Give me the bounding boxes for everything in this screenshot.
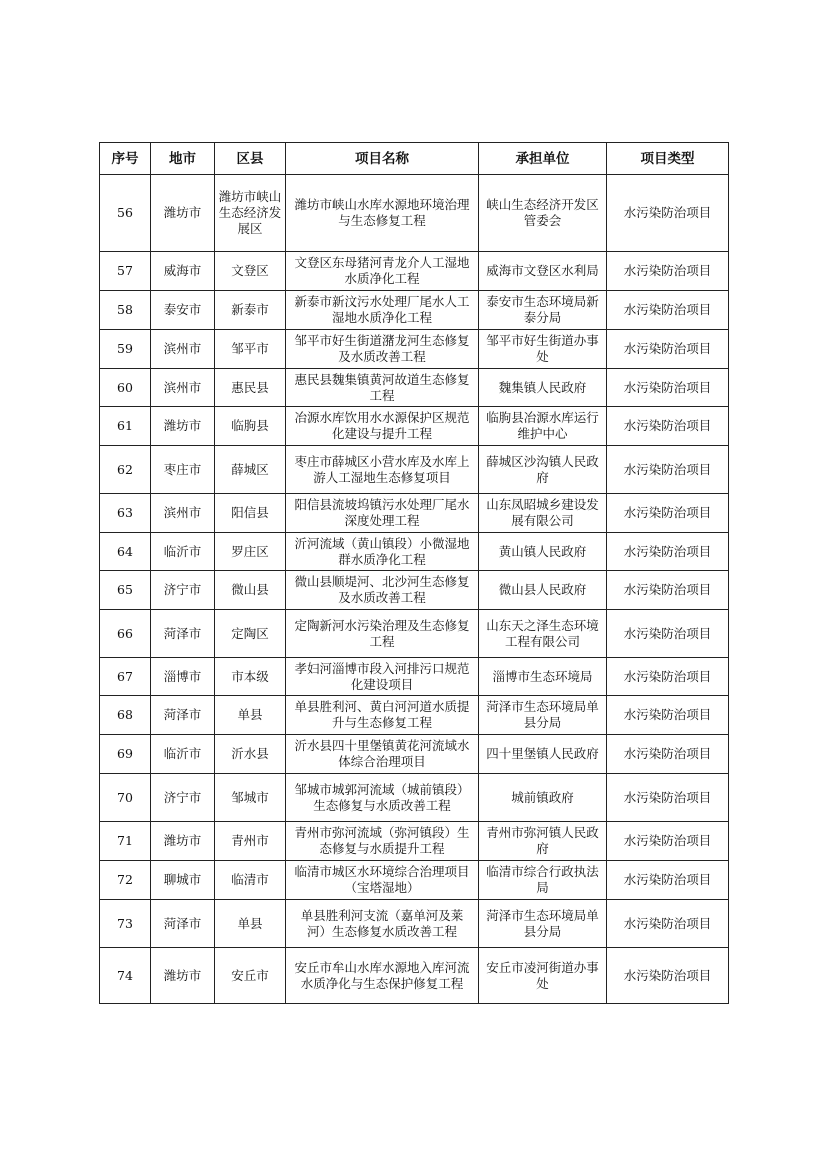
row-unit: 临朐县冶源水库运行维护中心 bbox=[479, 407, 607, 446]
row-unit: 薛城区沙沟镇人民政府 bbox=[479, 446, 607, 494]
table-row bbox=[100, 533, 729, 571]
table-row bbox=[100, 774, 729, 822]
row-type: 水污染防治项目 bbox=[607, 291, 729, 330]
row-district: 罗庄区 bbox=[215, 533, 286, 571]
row-type: 水污染防治项目 bbox=[607, 446, 729, 494]
row-project-name: 定陶新河水污染治理及生态修复工程 bbox=[286, 610, 479, 658]
row-project-name: 阳信县流坡坞镇污水处理厂尾水深度处理工程 bbox=[286, 494, 479, 533]
row-index: 74 bbox=[100, 948, 151, 1004]
row-unit: 微山县人民政府 bbox=[479, 571, 607, 610]
table-row bbox=[100, 175, 729, 252]
row-unit: 黄山镇人民政府 bbox=[479, 533, 607, 571]
row-project-name: 沂水县四十里堡镇黄花河流域水体综合治理项目 bbox=[286, 735, 479, 774]
header-index: 序号 bbox=[100, 143, 151, 175]
row-city: 潍坊市 bbox=[151, 822, 215, 861]
table-row bbox=[100, 369, 729, 407]
row-index: 64 bbox=[100, 533, 151, 571]
row-index: 58 bbox=[100, 291, 151, 330]
row-city: 淄博市 bbox=[151, 658, 215, 696]
row-project-name: 惠民县魏集镇黄河故道生态修复工程 bbox=[286, 369, 479, 407]
row-type: 水污染防治项目 bbox=[607, 822, 729, 861]
project-table bbox=[99, 142, 729, 1004]
row-district: 潍坊市峡山生态经济发展区 bbox=[215, 175, 286, 252]
header-district: 区县 bbox=[215, 143, 286, 175]
row-index: 59 bbox=[100, 330, 151, 369]
row-project-name: 文登区东母猪河青龙介人工湿地水质净化工程 bbox=[286, 252, 479, 291]
row-index: 62 bbox=[100, 446, 151, 494]
table-row bbox=[100, 330, 729, 369]
table-row bbox=[100, 446, 729, 494]
header-city: 地市 bbox=[151, 143, 215, 175]
row-type: 水污染防治项目 bbox=[607, 330, 729, 369]
row-unit: 安丘市凌河街道办事处 bbox=[479, 948, 607, 1004]
table-row bbox=[100, 291, 729, 330]
row-type: 水污染防治项目 bbox=[607, 407, 729, 446]
row-district: 新泰市 bbox=[215, 291, 286, 330]
row-city: 临沂市 bbox=[151, 735, 215, 774]
row-district: 沂水县 bbox=[215, 735, 286, 774]
row-index: 72 bbox=[100, 861, 151, 900]
row-district: 微山县 bbox=[215, 571, 286, 610]
row-district: 邹城市 bbox=[215, 774, 286, 822]
row-type: 水污染防治项目 bbox=[607, 774, 729, 822]
row-unit: 峡山生态经济开发区管委会 bbox=[479, 175, 607, 252]
table-row bbox=[100, 252, 729, 291]
header-unit: 承担单位 bbox=[479, 143, 607, 175]
table-row bbox=[100, 658, 729, 696]
row-project-name: 单县胜利河、黄白河河道水质提升与生态修复工程 bbox=[286, 696, 479, 735]
row-index: 66 bbox=[100, 610, 151, 658]
row-district: 薛城区 bbox=[215, 446, 286, 494]
table-row bbox=[100, 494, 729, 533]
row-district: 临清市 bbox=[215, 861, 286, 900]
row-index: 73 bbox=[100, 900, 151, 948]
row-city: 威海市 bbox=[151, 252, 215, 291]
row-city: 泰安市 bbox=[151, 291, 215, 330]
row-index: 61 bbox=[100, 407, 151, 446]
row-project-name: 邹平市好生街道潴龙河生态修复及水质改善工程 bbox=[286, 330, 479, 369]
table-row bbox=[100, 900, 729, 948]
row-type: 水污染防治项目 bbox=[607, 494, 729, 533]
row-project-name: 新泰市新汶污水处理厂尾水人工湿地水质净化工程 bbox=[286, 291, 479, 330]
row-unit: 临清市综合行政执法局 bbox=[479, 861, 607, 900]
row-city: 临沂市 bbox=[151, 533, 215, 571]
row-unit: 菏泽市生态环境局单县分局 bbox=[479, 900, 607, 948]
row-index: 56 bbox=[100, 175, 151, 252]
row-unit: 山东天之泽生态环境工程有限公司 bbox=[479, 610, 607, 658]
row-index: 65 bbox=[100, 571, 151, 610]
table-row bbox=[100, 610, 729, 658]
row-district: 安丘市 bbox=[215, 948, 286, 1004]
row-district: 惠民县 bbox=[215, 369, 286, 407]
row-project-name: 潍坊市峡山水库水源地环境治理与生态修复工程 bbox=[286, 175, 479, 252]
row-city: 菏泽市 bbox=[151, 696, 215, 735]
row-type: 水污染防治项目 bbox=[607, 571, 729, 610]
row-project-name: 安丘市牟山水库水源地入库河流水质净化与生态保护修复工程 bbox=[286, 948, 479, 1004]
row-project-name: 临清市城区水环境综合治理项目（宝塔湿地） bbox=[286, 861, 479, 900]
row-unit: 山东凤昭城乡建设发展有限公司 bbox=[479, 494, 607, 533]
row-district: 单县 bbox=[215, 696, 286, 735]
row-project-name: 邹城市城郭河流域（城前镇段）生态修复与水质改善工程 bbox=[286, 774, 479, 822]
row-city: 滨州市 bbox=[151, 330, 215, 369]
row-project-name: 冶源水库饮用水水源保护区规范化建设与提升工程 bbox=[286, 407, 479, 446]
row-type: 水污染防治项目 bbox=[607, 861, 729, 900]
row-type: 水污染防治项目 bbox=[607, 900, 729, 948]
row-district: 文登区 bbox=[215, 252, 286, 291]
row-index: 67 bbox=[100, 658, 151, 696]
row-city: 菏泽市 bbox=[151, 900, 215, 948]
header-type: 项目类型 bbox=[607, 143, 729, 175]
row-district: 市本级 bbox=[215, 658, 286, 696]
row-project-name: 单县胜利河支流（嘉单河及莱河）生态修复水质改善工程 bbox=[286, 900, 479, 948]
table-row bbox=[100, 822, 729, 861]
row-district: 临朐县 bbox=[215, 407, 286, 446]
row-unit: 威海市文登区水利局 bbox=[479, 252, 607, 291]
row-city: 潍坊市 bbox=[151, 948, 215, 1004]
row-project-name: 沂河流域（黄山镇段）小微湿地群水质净化工程 bbox=[286, 533, 479, 571]
row-project-name: 孝妇河淄博市段入河排污口规范化建设项目 bbox=[286, 658, 479, 696]
row-unit: 淄博市生态环境局 bbox=[479, 658, 607, 696]
row-project-name: 青州市弥河流域（弥河镇段）生态修复与水质提升工程 bbox=[286, 822, 479, 861]
row-city: 潍坊市 bbox=[151, 407, 215, 446]
row-project-name: 枣庄市薛城区小营水库及水库上游人工湿地生态修复项目 bbox=[286, 446, 479, 494]
row-unit: 四十里堡镇人民政府 bbox=[479, 735, 607, 774]
table-header-row bbox=[100, 143, 729, 175]
row-unit: 邹平市好生街道办事处 bbox=[479, 330, 607, 369]
row-type: 水污染防治项目 bbox=[607, 533, 729, 571]
row-type: 水污染防治项目 bbox=[607, 735, 729, 774]
row-type: 水污染防治项目 bbox=[607, 948, 729, 1004]
row-index: 68 bbox=[100, 696, 151, 735]
row-city: 聊城市 bbox=[151, 861, 215, 900]
row-type: 水污染防治项目 bbox=[607, 696, 729, 735]
table-row bbox=[100, 571, 729, 610]
row-type: 水污染防治项目 bbox=[607, 610, 729, 658]
row-unit: 青州市弥河镇人民政府 bbox=[479, 822, 607, 861]
row-index: 63 bbox=[100, 494, 151, 533]
row-type: 水污染防治项目 bbox=[607, 252, 729, 291]
row-unit: 菏泽市生态环境局单县分局 bbox=[479, 696, 607, 735]
row-unit: 魏集镇人民政府 bbox=[479, 369, 607, 407]
row-index: 69 bbox=[100, 735, 151, 774]
row-city: 滨州市 bbox=[151, 494, 215, 533]
row-unit: 泰安市生态环境局新泰分局 bbox=[479, 291, 607, 330]
row-index: 70 bbox=[100, 774, 151, 822]
header-project-name: 项目名称 bbox=[286, 143, 479, 175]
row-city: 济宁市 bbox=[151, 571, 215, 610]
row-type: 水污染防治项目 bbox=[607, 658, 729, 696]
row-district: 青州市 bbox=[215, 822, 286, 861]
table-row bbox=[100, 696, 729, 735]
row-city: 济宁市 bbox=[151, 774, 215, 822]
row-index: 57 bbox=[100, 252, 151, 291]
row-type: 水污染防治项目 bbox=[607, 369, 729, 407]
row-index: 60 bbox=[100, 369, 151, 407]
row-unit: 城前镇政府 bbox=[479, 774, 607, 822]
row-city: 枣庄市 bbox=[151, 446, 215, 494]
row-district: 邹平市 bbox=[215, 330, 286, 369]
row-city: 菏泽市 bbox=[151, 610, 215, 658]
row-index: 71 bbox=[100, 822, 151, 861]
table-row bbox=[100, 948, 729, 1004]
row-city: 潍坊市 bbox=[151, 175, 215, 252]
row-project-name: 微山县顺堤河、北沙河生态修复及水质改善工程 bbox=[286, 571, 479, 610]
row-type: 水污染防治项目 bbox=[607, 175, 729, 252]
row-district: 单县 bbox=[215, 900, 286, 948]
table-row bbox=[100, 735, 729, 774]
row-district: 定陶区 bbox=[215, 610, 286, 658]
row-district: 阳信县 bbox=[215, 494, 286, 533]
table-row bbox=[100, 407, 729, 446]
table-row bbox=[100, 861, 729, 900]
row-city: 滨州市 bbox=[151, 369, 215, 407]
